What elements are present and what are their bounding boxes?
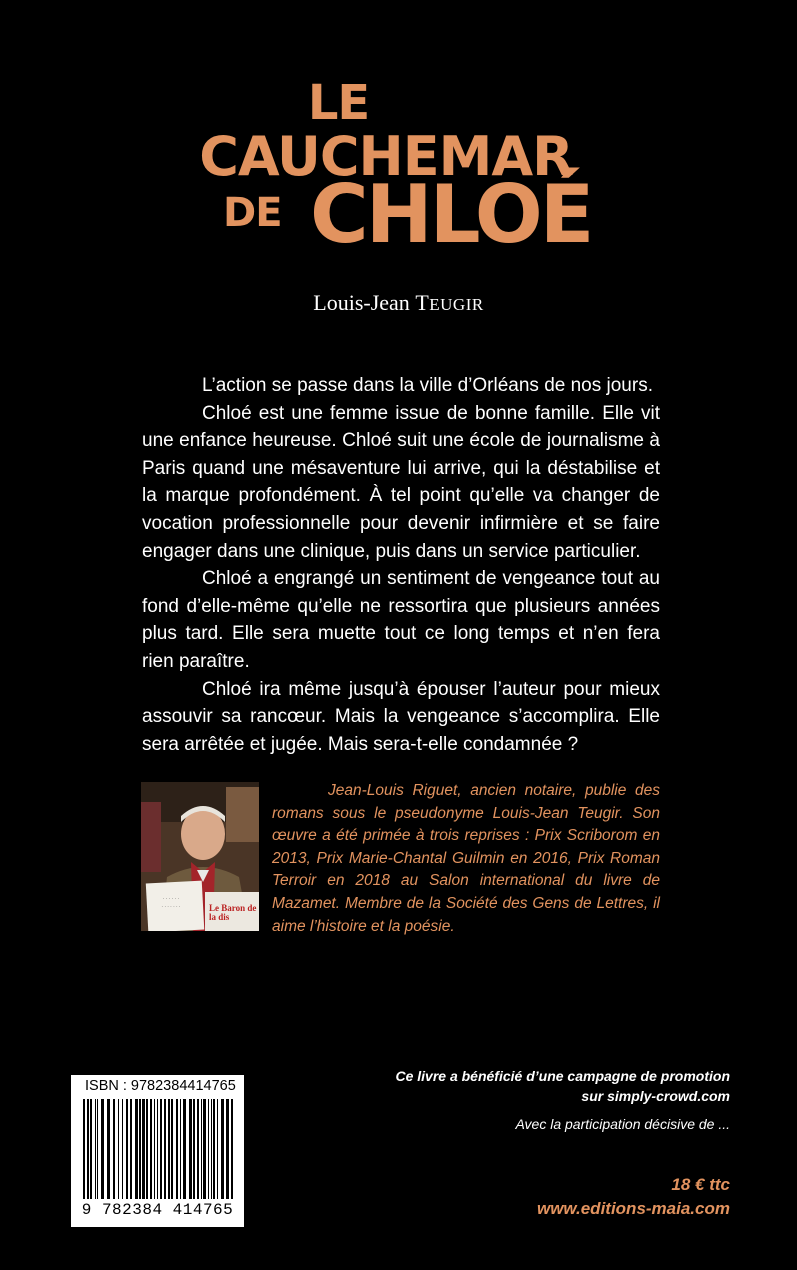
barcode-bar bbox=[183, 1099, 186, 1199]
promo-line-2: sur simply-crowd.com bbox=[581, 1088, 730, 1104]
blurb-paragraph: Chloé a engrangé un sentiment de vengeance tout au fond d’elle-même qu’elle ne ressortira que plusieurs années plus tard. Elle sera muette tout ce long temps et n’en fera rien paraître. bbox=[142, 568, 660, 672]
barcode-bar bbox=[217, 1099, 218, 1199]
blurb-paragraph: Chloé ira même jusqu’à épouser l’auteur pour mieux assouvir sa rancœur. Mais la vengeance s’accomplira. Elle sera arrêtée et jugée. Mais sera-t-elle condamnée ? bbox=[142, 678, 660, 755]
isbn-label: ISBN : 9782384414765 bbox=[85, 1078, 236, 1094]
barcode-bar bbox=[213, 1099, 215, 1199]
barcode-bar bbox=[231, 1099, 233, 1199]
barcode-bar bbox=[171, 1099, 173, 1199]
barcode-bar bbox=[87, 1099, 89, 1199]
price: 18 € ttc bbox=[671, 1175, 730, 1194]
title-line-3: DE bbox=[223, 190, 282, 236]
svg-text:· · · · · ·: · · · · · · bbox=[162, 897, 180, 902]
barcode-bar bbox=[221, 1099, 224, 1199]
barcode-bar bbox=[135, 1099, 138, 1199]
partner-text: Avec la participation décisive de ... bbox=[515, 1116, 730, 1132]
barcode-bar bbox=[142, 1099, 145, 1199]
photo-book-title: Le Baron de la dis bbox=[209, 903, 257, 922]
blurb-paragraph: L’action se passe dans la ville d’Orléans de nos jours. bbox=[202, 375, 653, 396]
title-line-4: CHLOÉ bbox=[310, 168, 592, 261]
svg-text:· · · · · · ·: · · · · · · · bbox=[161, 905, 181, 910]
barcode-bar bbox=[203, 1099, 206, 1199]
barcode-bar bbox=[208, 1099, 209, 1199]
barcode-bar bbox=[90, 1099, 92, 1199]
author-biography: Jean-Louis Riguet, ancien notaire, publie des romans sous le pseudonyme Louis-Jean Teugir. Son œuvre a été primée à trois reprises : Prix Scriborom en 2013, Prix Marie-Chantal Guilmin en 2016, Prix Roman Terroir en 2018 au Salon international du livre de Mazamet. Membre de la Société des Gens de Lettres, il aime l’histoire et la poésie. bbox=[272, 782, 660, 935]
barcode-bar bbox=[150, 1099, 152, 1199]
barcode-bar bbox=[197, 1099, 199, 1199]
author-name bbox=[0, 290, 797, 316]
barcode-bar bbox=[101, 1099, 104, 1199]
blurb-paragraph: Chloé est une femme issue de bonne famille. Elle vit une enfance heureuse. Chloé suit une école de journalisme à Paris quand une mésaventure lui arrive, qui la déstabilise et la marque profondément. À tel point qu’elle va changer de vocation professionnelle pour devenir infirmière et se faire engager dans une clinique, puis dans un service particulier. bbox=[142, 402, 660, 562]
barcode-bar bbox=[226, 1099, 229, 1199]
barcode-bar bbox=[139, 1099, 141, 1199]
barcode-digits: 9 782384 414765 bbox=[81, 1201, 234, 1219]
barcode-bar bbox=[126, 1099, 128, 1199]
barcode-bar bbox=[154, 1099, 155, 1199]
author-last-name: TEUGIR bbox=[415, 290, 484, 315]
barcode-bar bbox=[130, 1099, 132, 1199]
barcode-bar bbox=[168, 1099, 170, 1199]
title-line-1: LE bbox=[307, 75, 370, 131]
barcode-bar bbox=[113, 1099, 115, 1199]
barcode-bar bbox=[201, 1099, 202, 1199]
barcode-bar bbox=[95, 1099, 96, 1199]
barcode-bar bbox=[176, 1099, 178, 1199]
promo-line-1: Ce livre a bénéficié d’une campagne de promotion bbox=[395, 1068, 730, 1084]
barcode-bar bbox=[97, 1099, 98, 1199]
author-first-name: Louis-Jean bbox=[313, 290, 410, 315]
title-line-2: CAUCHEMAR bbox=[199, 125, 573, 188]
promo-text bbox=[350, 1066, 730, 1106]
barcode-bar bbox=[189, 1099, 192, 1199]
barcode-bar bbox=[211, 1099, 212, 1199]
barcode-bar bbox=[157, 1099, 158, 1199]
publisher-website: www.editions-maia.com bbox=[536, 1199, 730, 1218]
barcode-bar bbox=[164, 1099, 166, 1199]
barcode-bar bbox=[107, 1099, 110, 1199]
barcode-bar bbox=[118, 1099, 119, 1199]
barcode-bar bbox=[146, 1099, 148, 1199]
barcode-bar bbox=[193, 1099, 195, 1199]
back-cover-blurb bbox=[142, 372, 660, 758]
barcode-bar bbox=[160, 1099, 162, 1199]
barcode-bar bbox=[83, 1099, 85, 1199]
barcode bbox=[71, 1075, 244, 1227]
author-photo bbox=[141, 782, 259, 931]
barcode-bar bbox=[180, 1099, 181, 1199]
barcode-bar bbox=[122, 1099, 123, 1199]
book-title bbox=[0, 75, 797, 261]
